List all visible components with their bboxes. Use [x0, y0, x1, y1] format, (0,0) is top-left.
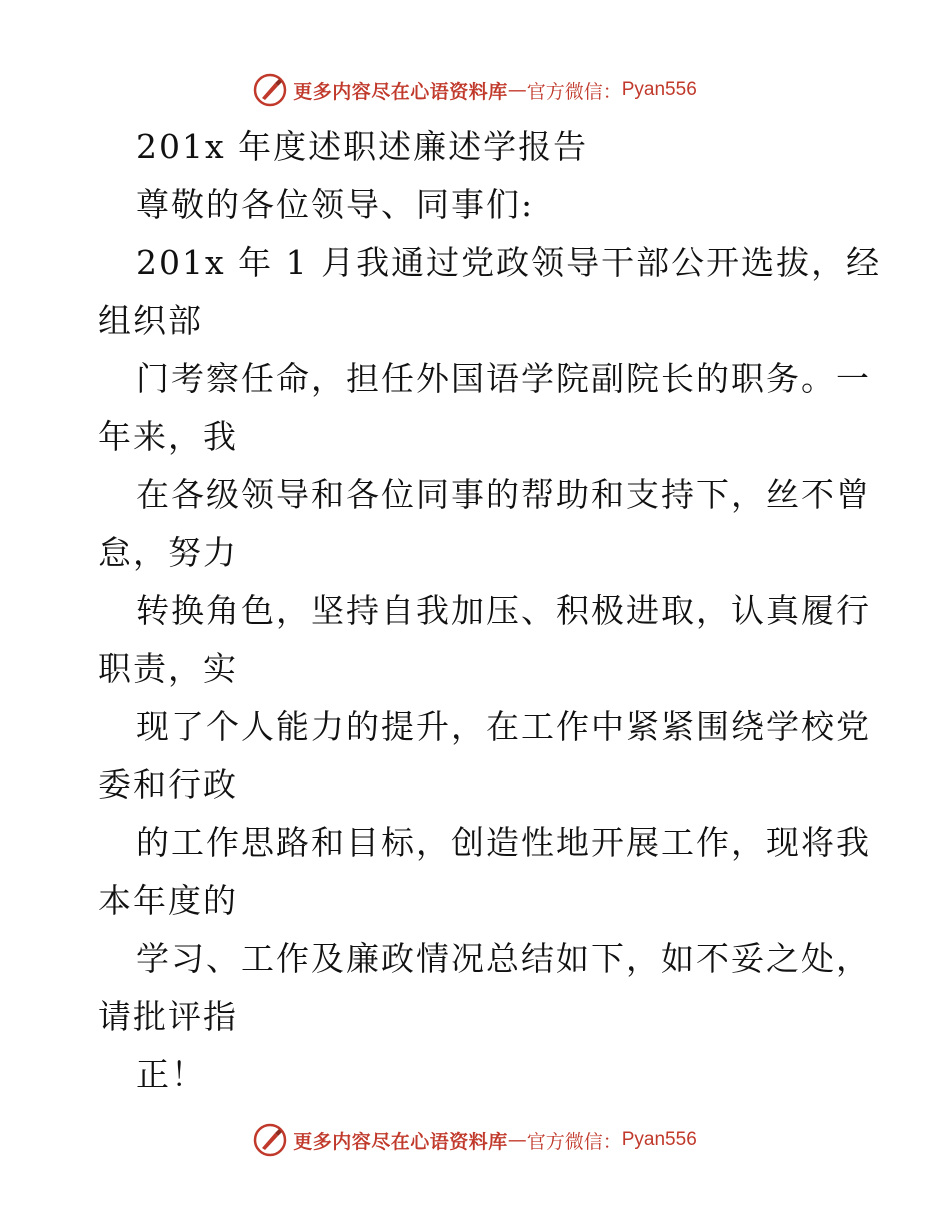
pen-logo-icon — [253, 73, 287, 107]
document-line: 组织部 — [98, 301, 203, 340]
document-line: 尊敬的各位领导、同事们: — [136, 185, 535, 224]
pen-logo-icon — [253, 1123, 287, 1157]
document-line: 在各级领导和各位同事的帮助和支持下，丝不曾 — [136, 475, 871, 514]
document-line: 本年度的 — [98, 881, 238, 920]
document-line: 请批评指 — [98, 997, 238, 1036]
banner-dash: — — [507, 79, 527, 101]
banner-sub-text: 官方微信： — [526, 80, 622, 103]
banner-main-text: 更多内容尽在心语资料库 — [293, 80, 508, 103]
document-line: 的工作思路和目标，创造性地开展工作，现将我 — [136, 823, 871, 862]
document-line: 201x 年度述职述廉述学报告 — [136, 127, 589, 166]
footer-watermark-banner — [0, 1120, 950, 1160]
document-line: 委和行政 — [98, 765, 238, 804]
header-watermark-banner — [0, 70, 950, 110]
banner-main-text: 更多内容尽在心语资料库 — [293, 1130, 508, 1153]
document-line: 201x 年 1 月我通过党政领导干部公开选拔，经 — [136, 243, 882, 282]
document-line: 职责，实 — [98, 649, 238, 688]
document-line: 正！ — [136, 1055, 206, 1094]
document-line: 现了个人能力的提升，在工作中紧紧围绕学校党 — [136, 707, 871, 746]
banner-sub-text: 官方微信： — [526, 1130, 622, 1153]
document-line: 怠，努力 — [98, 533, 238, 572]
banner-wechat-id: Pyan556 — [621, 79, 697, 100]
document-line: 门考察任命，担任外国语学院副院长的职务。一 — [136, 359, 871, 398]
banner-wechat-id: Pyan556 — [621, 1129, 697, 1150]
document-line: 转换角色，坚持自我加压、积极进取，认真履行 — [136, 591, 871, 630]
document-line: 学习、工作及廉政情况总结如下，如不妥之处， — [136, 939, 871, 978]
document-line: 年来，我 — [98, 417, 238, 456]
document-body — [98, 118, 882, 1104]
banner-dash: — — [507, 1129, 527, 1151]
